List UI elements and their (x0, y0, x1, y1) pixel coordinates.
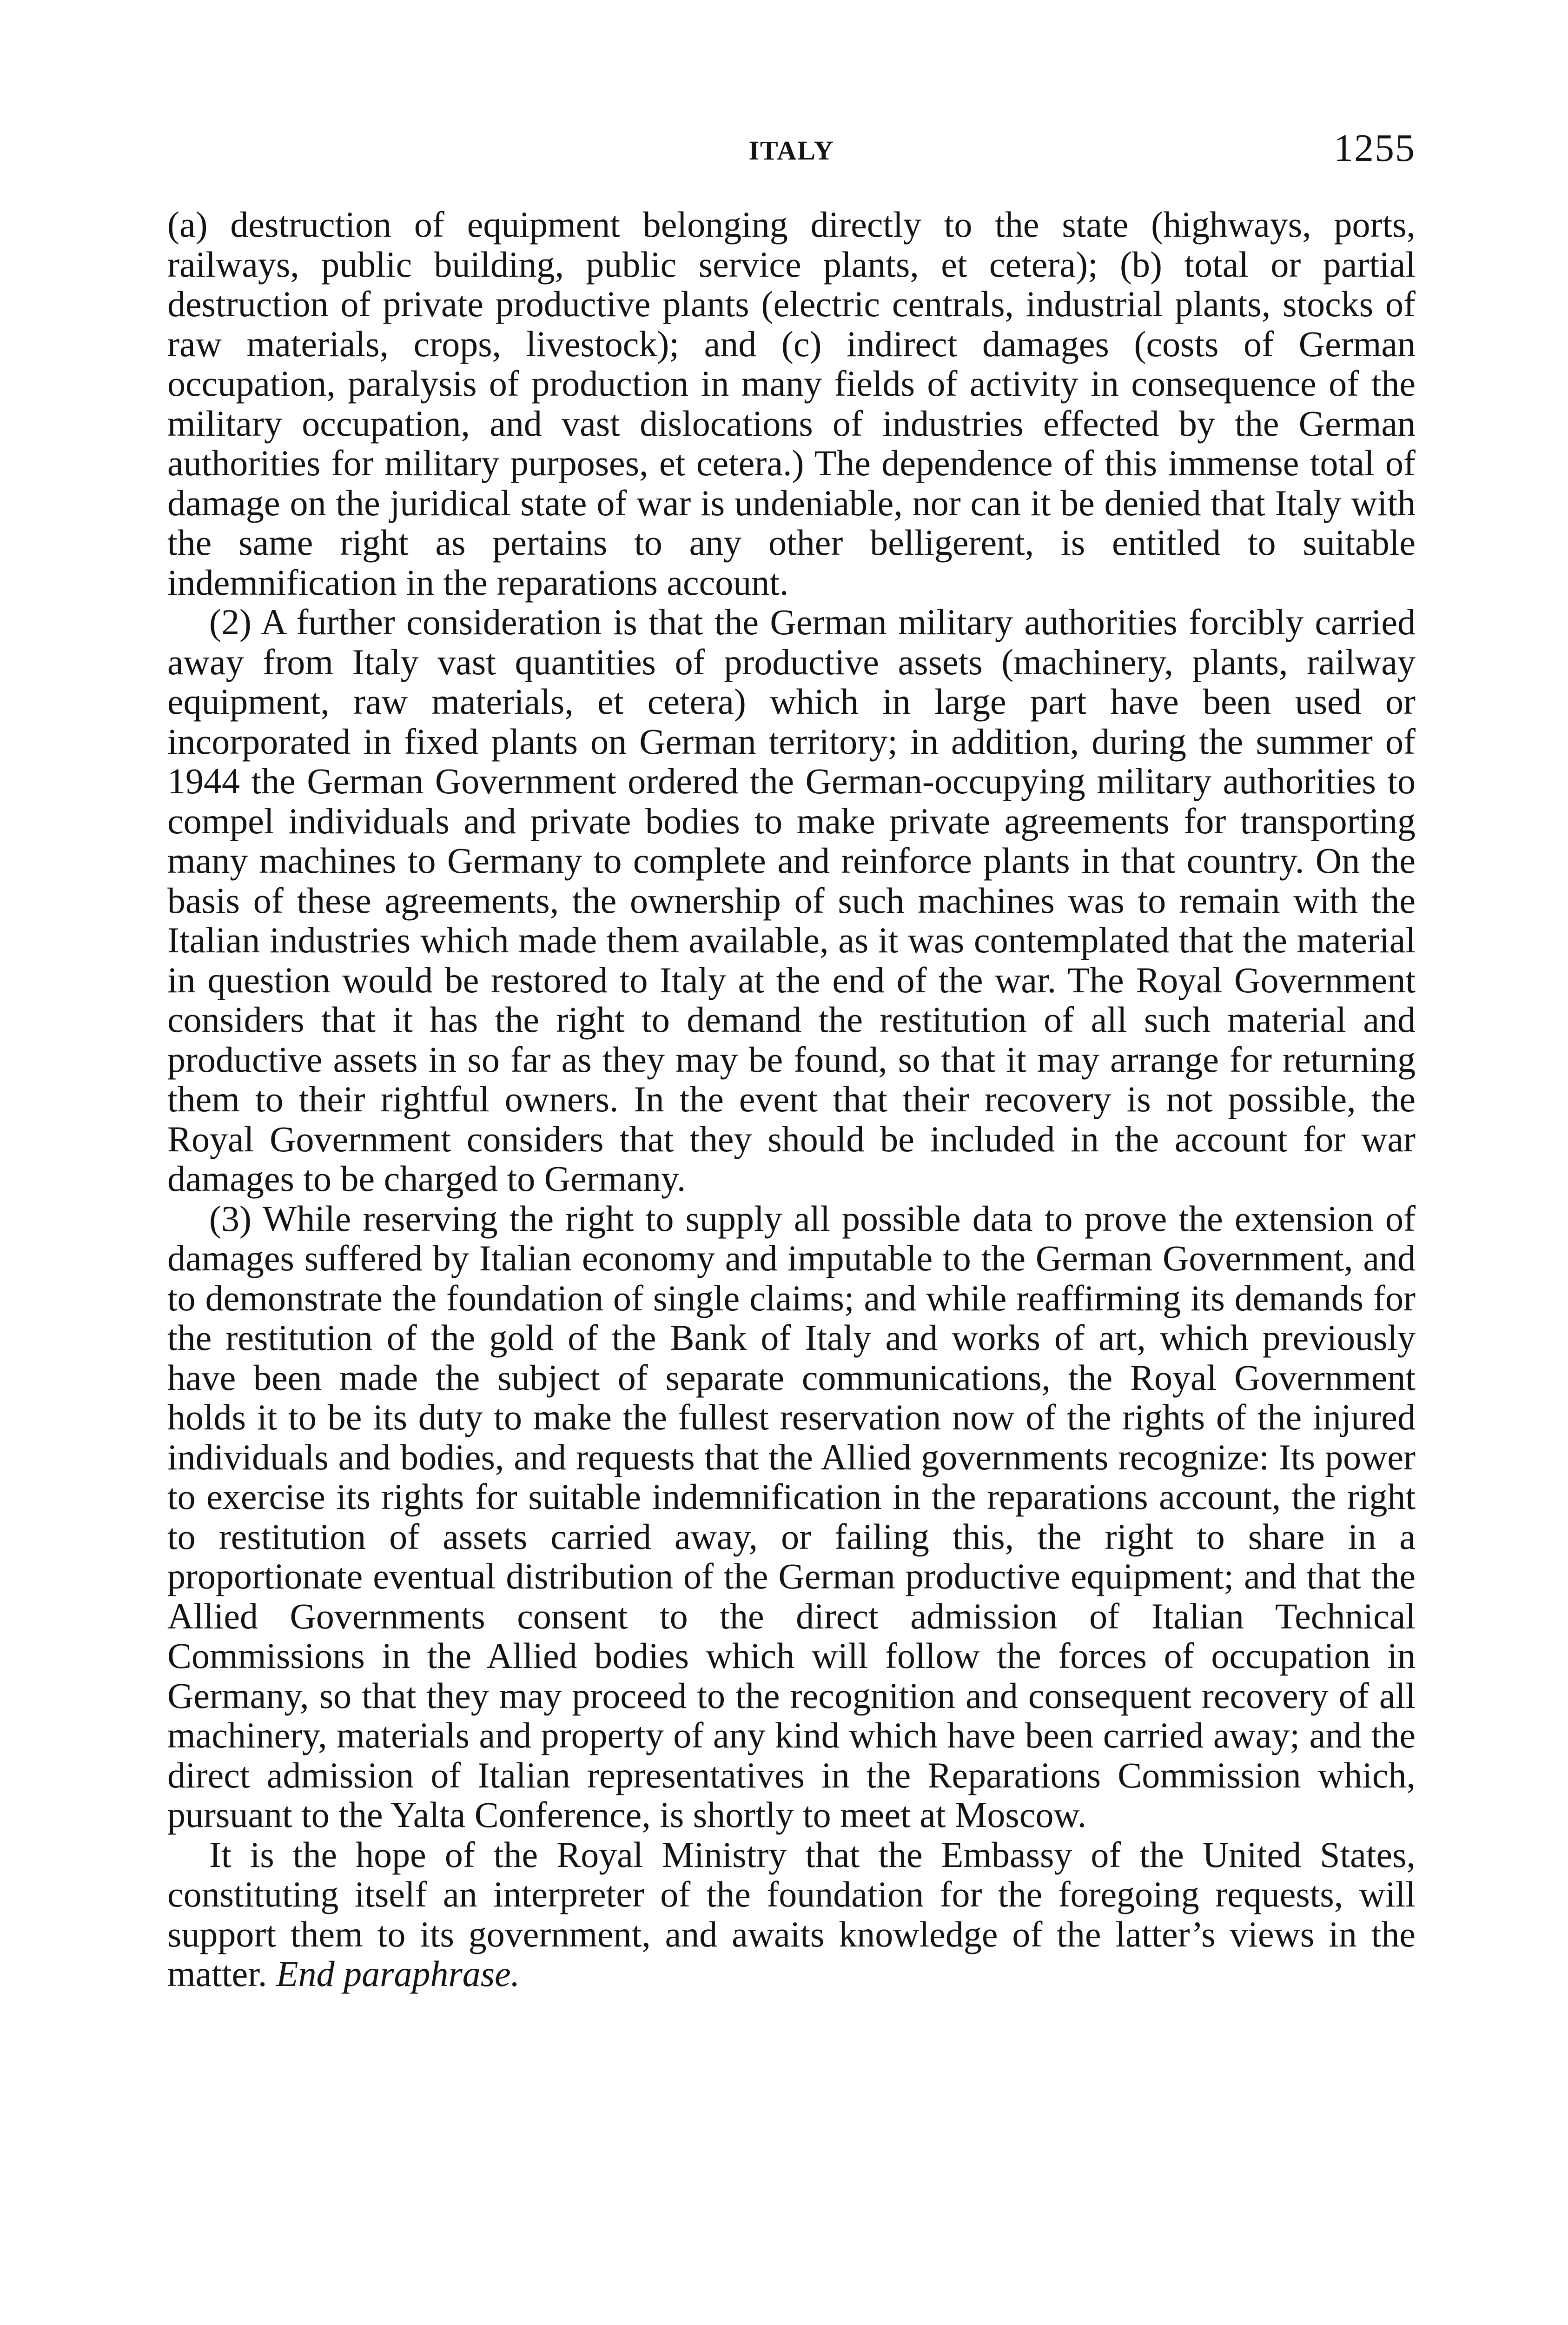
end-paraphrase-note: End paraphrase. (276, 1953, 520, 1994)
paragraph-point-3: (3) While reserving the right to supply all possible data to prove the extension of damages suffered by Italian economy and imputable to the German Government, and to demonstrate the foundation of single claims; and while reaffirming its demands for the restitution of the gold of the Bank of Italy and works of art, which previously have been made the subject of separate communications, the Royal Government holds it to be its duty to make the fullest reservation now of the rights of the injured individuals and bodies, and requests that the Allied governments recognize: Its power to exercise its rights for suitable indemnification in the reparations account, the right to restitution of assets carried away, or failing this, the right to share in a proportionate eventual distribution of the German productive equipment; and that the Allied Governments consent to the direct admission of Italian Technical Commissions in the Allied bodies which will follow the forces of occupation in Germany, so that they may proceed to the recognition and consequent recovery of all machinery, materials and property of any kind which have been carried away; and the direct admission of Italian representatives in the Reparations Commission which, pursuant to the Yalta Conference, is shortly to meet at Moscow. (167, 1198, 1416, 1835)
page-number: 1255 (1334, 126, 1416, 170)
paragraph-closing (167, 1835, 1416, 1994)
running-head (167, 126, 1416, 181)
paragraph-damage-categories: (a) destruction of equipment belonging directly to the state (highways, ports, railways, public building, public service plants, et cetera); (b) total or partial destruction of private productive plants (electric centrals, industrial plants, stocks of raw materials, crops, livestock); and (c) indirect damages (costs of German occupation, paralysis of production in many fields of activity in consequence of the military occupation, and vast dislocations of industries effected by the German authorities for military purposes, et cetera.) The dependence of this immense total of damage on the juridical state of war is undeniable, nor can it be denied that Italy with the same right as pertains to any other belligerent, is entitled to suitable indemnification in the reparations account. (167, 204, 1416, 603)
closing-sentence: It is the hope of the Royal Ministry that the Embassy of the United States, constituting itself an interpreter of the foundation for the foregoing requests, will support them to its government, and awaits knowledge of the latter’s views in the matter. (167, 1834, 1416, 1994)
running-title: ITALY (748, 135, 834, 166)
paragraph-point-2: (2) A further consideration is that the German military authorities forcibly carried away from Italy vast quantities of productive assets (machinery, plants, railway equipment, raw materials, et cetera) which in large part have been used or incorporated in fixed plants on German territory; in addition, during the summer of 1944 the German Government ordered the German-occupying military authorities to compel individuals and private bodies to make private agreements for transporting many machines to Germany to complete and reinforce plants in that country. On the basis of these agreements, the ownership of such machines was to remain with the Italian industries which made them available, as it was contemplated that the material in question would be restored to Italy at the end of the war. The Royal Government considers that it has the right to demand the restitution of all such material and productive assets in so far as they may be found, so that it may arrange for returning them to their rightful owners. In the event that their recovery is not possible, the Royal Government considers that they should be included in the account for war damages to be charged to Germany. (167, 602, 1416, 1199)
body-text (167, 205, 1416, 1994)
